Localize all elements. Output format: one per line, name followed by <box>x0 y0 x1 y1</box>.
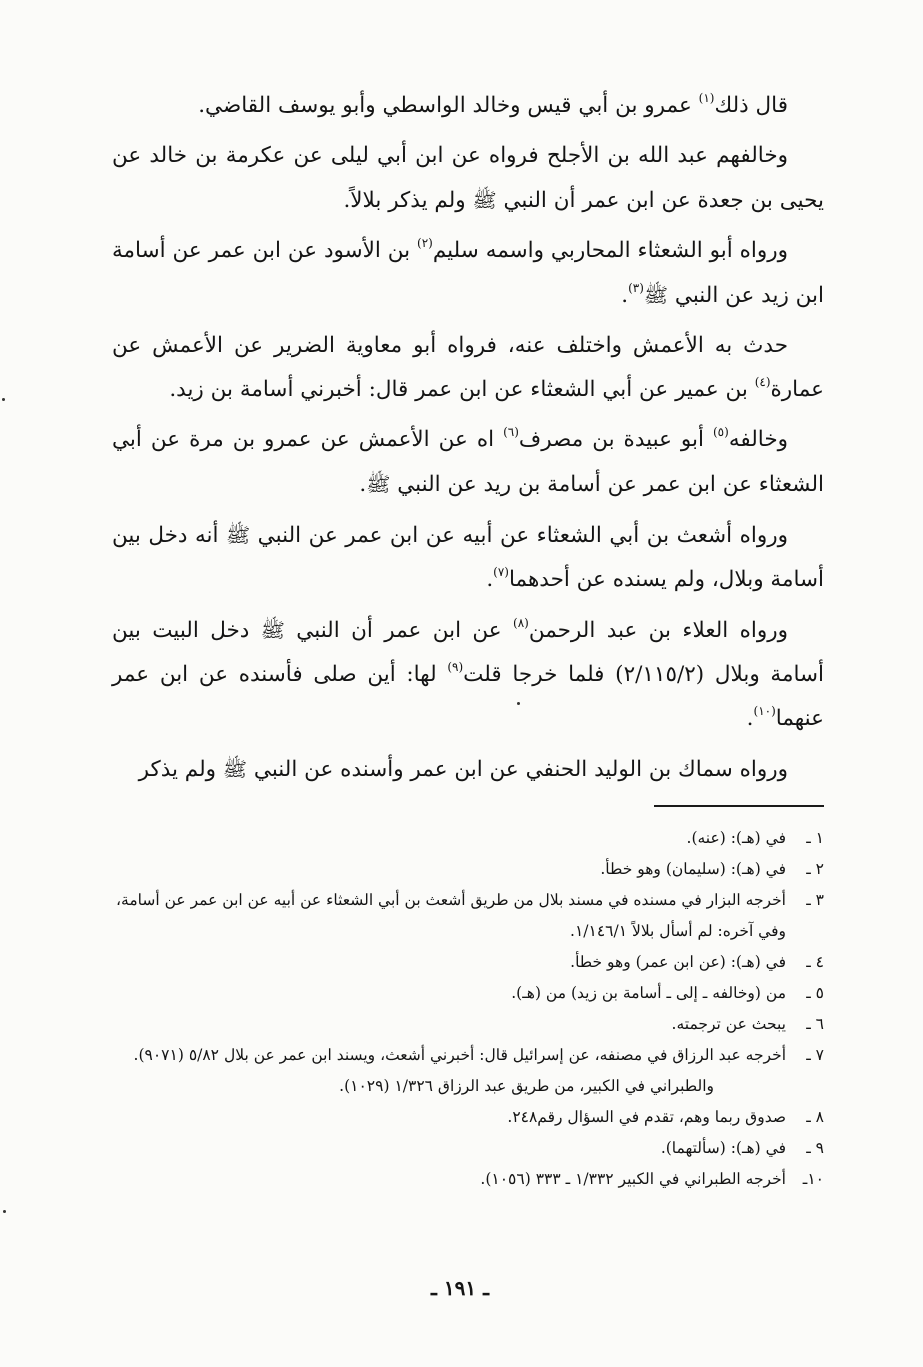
footnote-item <box>112 1164 824 1195</box>
salla-glyph: ﷺ <box>366 472 391 496</box>
text-run: قال ذلك <box>714 93 788 118</box>
footnote-item <box>112 823 824 854</box>
text-run: بن عمير عن أبي الشعثاء عن ابن عمر قال: أخبرني أسامة بن زيد. <box>169 377 755 402</box>
footnote-text: في (هـ): (سألتهما). <box>660 1139 786 1157</box>
main-text <box>112 84 824 798</box>
footnote-text: في (هـ): (عن ابن عمر) وهو خطأ. <box>570 953 786 971</box>
text-run: دخل البيت بين أسامة وبلال (٢/١١٥/٢) فلما خرجا قلت <box>112 618 824 687</box>
footnote-number: ٨ ـ <box>806 1108 824 1126</box>
text-run: وخالفهم عبد الله بن الأجلح فرواه عن ابن أبي ليلى عن عكرمة بن خالد عن يحيى بن جعدة عن ابن عمر أن النبي <box>112 143 824 213</box>
footnote-ref: (٢) <box>417 236 433 250</box>
text-run: ولم يذكر <box>138 757 223 782</box>
salla-glyph: ﷺ <box>643 283 669 307</box>
salla-glyph: ﷺ <box>472 188 497 212</box>
paragraph-8 <box>112 747 824 792</box>
text-run: وخالفه <box>728 427 788 452</box>
text-run: ورواه العلاء بن عبد الرحمن <box>528 618 789 643</box>
text-run: . <box>746 706 754 731</box>
footnote-ref: (٦) <box>503 425 519 439</box>
footnote-number: ١٠ـ <box>802 1170 824 1188</box>
text-run: . <box>621 283 629 308</box>
text-run: . <box>486 567 494 592</box>
footnote-number: ١ ـ <box>806 829 824 847</box>
footnote-ref: (٣) <box>628 281 644 295</box>
footnote-number: ٢ ـ <box>806 860 824 878</box>
footnote-item-continued <box>112 1071 824 1102</box>
text-run: ورواه أبو الشعثاء المحاربي واسمه سليم <box>432 238 788 263</box>
footnote-text: صدوق ربما وهم، تقدم في السؤال رقم٢٤٨. <box>507 1108 786 1126</box>
footnote-text: أخرجه البزار في مسنده في مسند بلال من طريق أشعث بن أبي الشعثاء عن أبيه عن ابن عمر عن أسامة، وفي آخره: لم أسأل بلالاً ١/١٤٦/١. <box>116 891 786 940</box>
text-run: عمرو بن أبي قيس وخالد الواسطي وأبو يوسف القاضي. <box>198 93 699 118</box>
ink-speck <box>517 702 520 705</box>
text-run: . <box>359 472 367 497</box>
footnote-text: في (هـ): (عنه). <box>686 829 786 847</box>
footnote-separator <box>654 805 824 807</box>
ink-speck <box>2 398 5 401</box>
footnote-item <box>112 947 824 978</box>
footnote-ref: (٩) <box>447 660 464 674</box>
page-number: ـ ١٩١ ـ <box>431 1276 489 1300</box>
text-run: لها: أين صلى فأسنده عن ابن عمر عنهما <box>112 662 824 731</box>
footnote-ref: (٧) <box>493 565 509 579</box>
paragraph-4 <box>112 324 824 412</box>
footnote-text: في (هـ): (سليمان) وهو خطأ. <box>600 860 786 878</box>
text-run: ولم يذكر بلالاً. <box>343 188 473 213</box>
footnote-ref: (٥) <box>712 425 729 439</box>
paragraph-1 <box>112 84 824 128</box>
footnote-item <box>112 1009 824 1040</box>
footnote-text: أخرجه الطبراني في الكبير ١/٣٣٢ ـ ٣٣٣ (١٠٥٦). <box>480 1170 786 1188</box>
footnote-ref: (١٠) <box>753 704 776 718</box>
footnote-text: من (وخالفه ـ إلى ـ أسامة بن زيد) من (هـ). <box>511 984 786 1002</box>
footnote-ref: (٨) <box>513 616 529 630</box>
text-run: ورواه سماك بن الوليد الحنفي عن ابن عمر وأسنده عن النبي <box>247 757 788 782</box>
text-run: عن ابن عمر أن النبي <box>284 618 514 643</box>
footnote-ref: (١) <box>698 91 715 105</box>
footnote-item <box>112 978 824 1009</box>
text-run: بن الأسود عن ابن عمر عن أسامة ابن زيد عن النبي <box>112 238 824 308</box>
text-run: أنه دخل بين أسامة وبلال، ولم يسنده عن أحدهما <box>112 523 824 592</box>
text-run: حدث به الأعمش واختلف عنه، فرواه أبو معاوية الضرير عن الأعمش عن عمارة <box>112 333 824 402</box>
footnote-ref: (٤) <box>754 375 771 389</box>
footnote-number: ٧ ـ <box>806 1046 824 1064</box>
footnote-item <box>112 1133 824 1164</box>
footnote-item <box>112 885 824 947</box>
footnote-item <box>112 1040 824 1071</box>
footnote-text: يبحث عن ترجمته. <box>671 1015 786 1033</box>
salla-glyph: ﷺ <box>260 618 285 642</box>
footnote-text: أخرجه عبد الرزاق في مصنفه، عن إسرائيل قال: أخبرني أشعث، ويسند ابن عمر عن بلال ٥/٨٢ (٩٠٧١). <box>133 1046 786 1064</box>
footnote-number: ٥ ـ <box>806 984 824 1002</box>
text-run: ورواه أشعث بن أبي الشعثاء عن أبيه عن ابن عمر عن النبي <box>250 523 788 548</box>
footnote-item <box>112 1102 824 1133</box>
footnote-text: والطبراني في الكبير، من طريق عبد الرزاق ١/٣٢٦ (١٠٢٩). <box>339 1077 714 1095</box>
footnote-number: ٣ ـ <box>806 891 824 909</box>
footnote-item <box>112 854 824 885</box>
paragraph-3 <box>112 229 824 318</box>
salla-glyph: ﷺ <box>222 757 248 781</box>
salla-glyph: ﷺ <box>226 523 251 547</box>
paragraph-2 <box>112 134 824 223</box>
text-run: أبو عبيدة بن مصرف <box>518 427 713 452</box>
ink-speck <box>3 1210 6 1213</box>
text-run: اه عن الأعمش عن عمرو بن مرة عن أبي الشعثاء عن ابن عمر عن أسامة بن ريد عن النبي <box>112 427 824 497</box>
paragraph-7 <box>112 608 824 741</box>
footnote-number: ٦ ـ <box>806 1015 824 1033</box>
footnotes <box>112 823 824 1195</box>
footnote-number: ٤ ـ <box>806 953 824 971</box>
paragraph-5 <box>112 418 824 507</box>
footnote-number: ٩ ـ <box>806 1139 824 1157</box>
paragraph-6 <box>112 513 824 602</box>
